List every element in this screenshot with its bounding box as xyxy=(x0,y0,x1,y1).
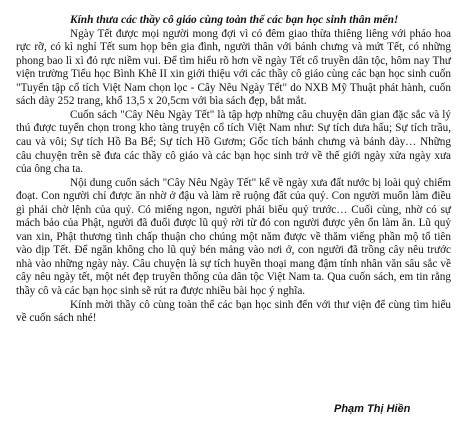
invitation-paragraph: Kính mời thầy cô cùng toàn thể các bạn học sinh đến với thư viện để cùng tìm hiểu về cuốn sách nhé! xyxy=(16,298,451,325)
book-contents-paragraph: Cuốn sách "Cây Nêu Ngày Tết" là tập hợp những câu chuyện dân gian đặc sắc và lý thú được tuyển chọn trong kho tàng truyện cổ tích Việt Nam như: Sự tích dưa hấu; Sự tích trầu, cau và vôi; Sự tích Hồ Ba Bể; Sự tích Hồ Gươm; Gốc tích bánh chưng và bánh dày… Những câu chuyện trên sẽ đưa các thầy cô giáo và các bạn học sinh trở về thế giới ngày xửa ngày xưa của ông cha ta. xyxy=(16,108,451,176)
story-summary-paragraph: Nội dung cuốn sách "Cây Nêu Ngày Tết" kể về ngày xưa đất nước bị loài quỷ chiếm đoạt. Con người chỉ được ăn nhờ ở đậu và làm rẽ ruộng đất của quỷ. Con người muốn làm điều gì phải chờ lệnh của quỷ. Có miếng ngon, người phải biếu quỷ trước… Cuối cùng, nhờ có sự mách bảo của Phật, người đã đuổi được lũ quỷ rời từ đó con người được yên ổn làm ăn. Lũ quỷ van xin, Phật thương tình chấp thuận cho chúng một năm được về thăm viếng phần mộ tổ tiên vào dịp Tết. Để ngăn không cho lũ quỷ bén mảng vào nơi ở, con người đã trồng cây nêu trước nhà vào những ngày này. Câu chuyện là sự tích huyền thoại mang đậm tính nhân văn sâu sắc về cây nêu ngày tết, một nét đẹp truyền thống của dân tộc Việt Nam ta. Qua cuốn sách, em tin rằng thầy cô và các bạn học sinh sẽ rút ra được nhiều bài học ý nghĩa. xyxy=(16,176,451,297)
intro-paragraph: Ngày Tết được mọi người mong đợi vì có đêm giao thừa thiêng liêng với pháo hoa rực rỡ, có kì nghỉ Tết sum họp bên gia đình, người thân với bánh chưng và mứt Tết, có những phong bao lì xì đỏ rực niềm vui. Để tìm hiểu rõ hơn về ngày Tết cổ truyền dân tộc, hôm nay Thư viện trường Tiểu học Bình Khê II xin giới thiệu với các thầy cô giáo cùng các bạn học sinh cuốn "Tuyển tập cổ tích Việt Nam chọn lọc - Cây Nêu Ngày Tết" do NXB Mỹ Thuật phát hành, cuốn sách dày 252 trang, khổ 13,5 x 20,5cm với bìa sách đẹp, bắt mắt. xyxy=(16,27,451,108)
author-signature: Phạm Thị Hiền xyxy=(334,403,411,415)
greeting-heading: Kính thưa các thầy cô giáo cùng toàn thể các bạn học sinh thân mến! xyxy=(70,14,399,26)
